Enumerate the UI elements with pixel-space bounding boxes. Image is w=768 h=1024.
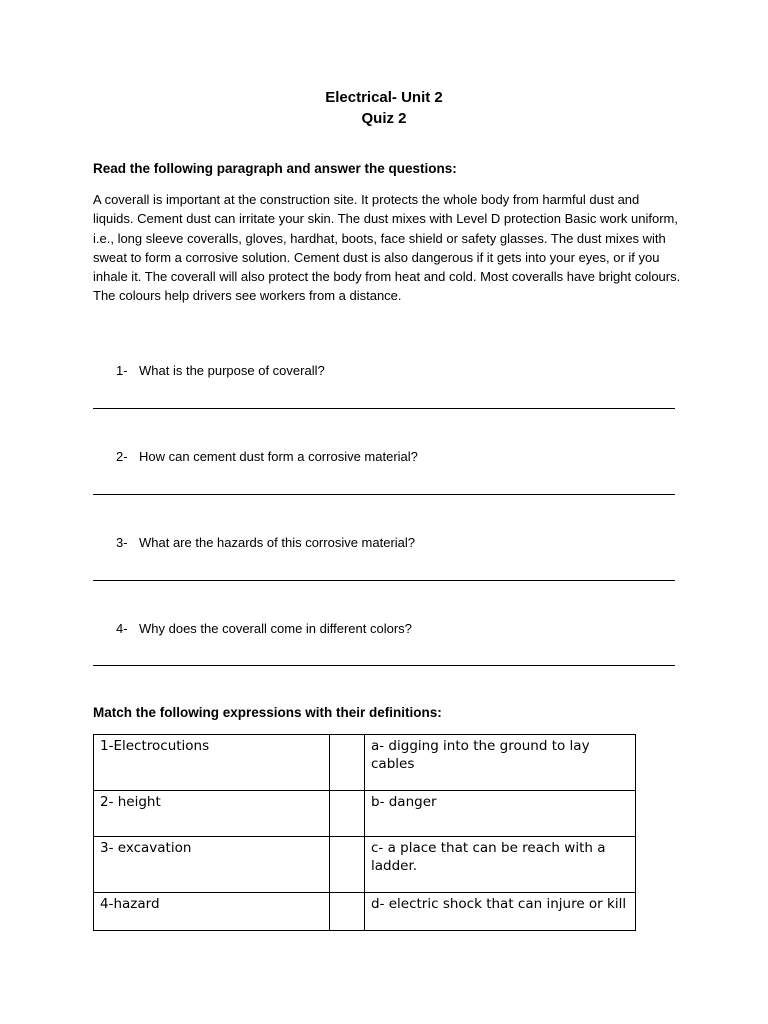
matching-table: [93, 734, 636, 931]
match-term: 4-hazard: [94, 893, 330, 931]
question-3: [116, 535, 415, 550]
question-number: 2-: [116, 449, 128, 464]
match-answer-cell[interactable]: [330, 837, 365, 893]
reading-paragraph: A coverall is important at the construction site. It protects the whole body from harmful dust and liquids. Cement dust can irritate your skin. The dust mixes with Level D protection Basic work uniform, i.e., long sleeve coveralls, gloves, hardhat, boots, face shield or safety glasses. The dust mixes with sweat to form a corrosive solution. Cement dust is also dangerous if it gets into your eyes, or if you inhale it. The coverall will also protect the body from heat and cold. Most coveralls have bright colours. The colours help drivers see workers from a distance.: [93, 192, 681, 304]
table-row: [94, 837, 636, 893]
question-text: How can cement dust form a corrosive material?: [139, 449, 418, 464]
answer-line-1[interactable]: [93, 408, 675, 409]
match-term: 1-Electrocutions: [94, 735, 330, 791]
match-answer-cell[interactable]: [330, 735, 365, 791]
match-definition: a- digging into the ground to lay cables: [365, 735, 636, 791]
question-number: 3-: [116, 535, 128, 550]
match-answer-cell[interactable]: [330, 791, 365, 837]
answer-line-2[interactable]: [93, 494, 675, 495]
match-answer-cell[interactable]: [330, 893, 365, 931]
match-term: 3- excavation: [94, 837, 330, 893]
match-definition: c- a place that can be reach with a ladder.: [365, 837, 636, 893]
matching-instruction: Match the following expressions with their definitions:: [93, 705, 442, 720]
question-2: [116, 449, 418, 464]
question-text: What are the hazards of this corrosive material?: [139, 535, 416, 550]
question-1: [116, 363, 325, 378]
page-subtitle: Quiz 2: [361, 110, 407, 127]
table-row: [94, 893, 636, 931]
question-text: What is the purpose of coverall?: [139, 363, 325, 378]
question-number: 1-: [116, 363, 128, 378]
question-number: 4-: [116, 621, 128, 636]
match-definition: d- electric shock that can injure or kill: [365, 893, 636, 931]
table-row: [94, 791, 636, 837]
table-row: [94, 735, 636, 791]
question-text: Why does the coverall come in different colors?: [139, 621, 412, 636]
match-definition: b- danger: [365, 791, 636, 837]
match-term: 2- height: [94, 791, 330, 837]
reading-instruction: Read the following paragraph and answer the questions:: [93, 161, 457, 176]
page-title: Electrical- Unit 2: [325, 89, 443, 106]
answer-line-4[interactable]: [93, 665, 675, 666]
answer-line-3[interactable]: [93, 580, 675, 581]
question-4: [116, 621, 412, 636]
